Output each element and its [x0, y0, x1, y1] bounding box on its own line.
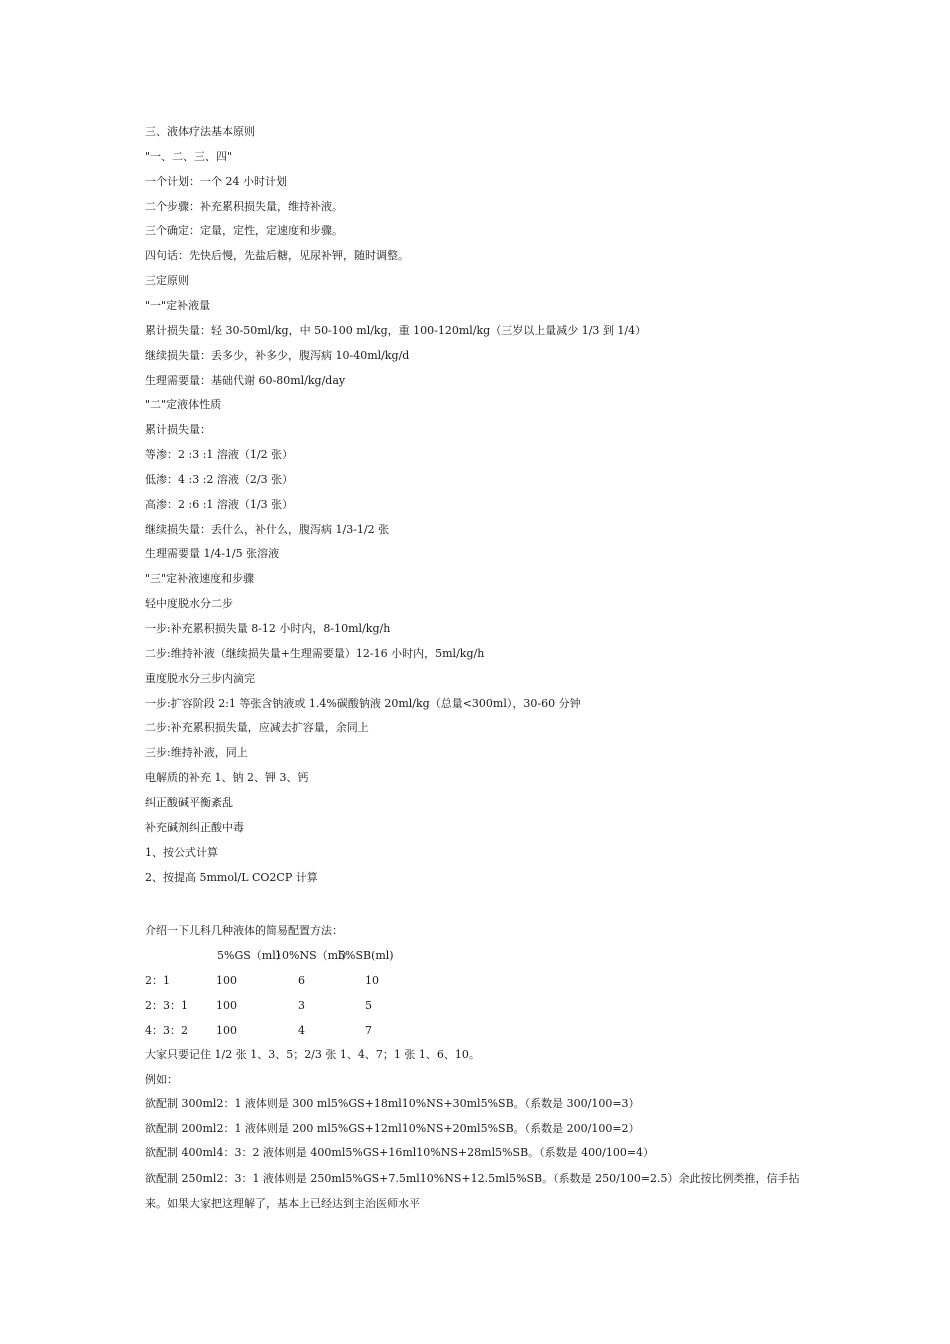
text-line: 一步:补充累积损失量 8-12 小时内，8-10ml/kg/h: [145, 622, 391, 635]
text-line: 等渗：2 :3 :1 溶液（1/2 张）: [145, 448, 294, 462]
text-line: 三定原则: [145, 274, 189, 288]
text-line: 生理需要量：基础代谢 60-80ml/kg/day: [145, 373, 346, 387]
last-paragraph: 欲配制 250ml2：3：1 液体则是 250ml5%GS+7.5ml10%NS+12.5ml5%SB。（系数是 250/100=2.5）余此按比例类推，信手拈来。如果大家把这理解了，基本上已经达到主治医师水平: [145, 1172, 800, 1210]
text-line: 大家只要记住 1/2 张 1、3、5；2/3 张 1、4、7；1 张 1、6、10。: [145, 1048, 480, 1061]
text-line: 重度脱水分三步内滴完: [145, 671, 255, 685]
table-row-label: 2：1: [145, 974, 170, 987]
intro-line: 介绍一下儿科几种液体的简易配置方法：: [145, 924, 343, 937]
text-line: 继续损失量：丢多少，补多少，腹泻病 10-40ml/kg/d: [145, 348, 410, 362]
text-line: 欲配制 400ml4：3：2 液体则是 400ml5%GS+16ml10%NS+28ml5%SB。（系数是 400/100=4）: [145, 1146, 655, 1159]
text-line: 欲配制 200ml2：1 液体则是 200 ml5%GS+12ml10%NS+20ml5%SB。（系数是 200/100=2）: [145, 1121, 640, 1135]
table-cell: 3: [298, 999, 305, 1012]
text-line: "一、二、三、四": [145, 149, 233, 163]
text-line: 例如：: [145, 1072, 178, 1086]
text-line: 二个步骤：补充累积损失量，维持补液。: [145, 199, 343, 213]
text-line: 纠正酸碱平衡紊乱: [145, 795, 233, 809]
text-line: 电解质的补充 1、钠 2、钾 3、钙: [145, 771, 309, 785]
table-cell: 5: [365, 999, 372, 1012]
text-line: 三步:维持补液，同上: [145, 746, 248, 760]
table-header-cell: 5%SB(ml): [338, 949, 394, 962]
table-cell: 100: [216, 1024, 237, 1037]
text-line: 低渗：4 :3 :2 溶液（2/3 张）: [145, 472, 294, 486]
text-line: 生理需要量 1/4-1/5 张溶液: [145, 547, 280, 561]
text-line: 三、液体疗法基本原则: [145, 125, 255, 138]
text-line: 一步:扩容阶段 2:1 等张含钠液或 1.4%碳酸钠液 20ml/kg（总量<300ml），30-60 分钟: [145, 696, 581, 710]
text-line: 2、按提高 5mmol/L CO2CP 计算: [145, 870, 318, 884]
text-line: 二步:维持补液（继续损失量+生理需要量）12-16 小时内，5ml/kg/h: [145, 646, 485, 660]
table-cell: 100: [216, 974, 237, 987]
table-cell: 10: [365, 974, 379, 987]
text-line: 轻中度脱水分二步: [145, 597, 233, 611]
text-line: 继续损失量：丢什么，补什么，腹泻病 1/3-1/2 张: [145, 522, 390, 536]
text-line: "二"定液体性质: [145, 398, 222, 412]
table-cell: 6: [298, 974, 305, 987]
text-line: 1、按公式计算: [145, 845, 218, 859]
text-line: "三"定补液速度和步骤: [145, 572, 255, 586]
text-line: "一"定补液量: [145, 298, 211, 312]
text-line: 欲配制 300ml2：1 液体则是 300 ml5%GS+18ml10%NS+30ml5%SB。（系数是 300/100=3）: [145, 1097, 640, 1110]
text-line: 累计损失量：轻 30-50ml/kg，中 50-100 ml/kg，重 100-120ml/kg（三岁以上量减少 1/3 到 1/4）: [145, 323, 647, 337]
table-row-label: 4：3：2: [145, 1024, 188, 1037]
table-header-cell: 5%GS（ml）: [217, 949, 287, 962]
text-line: 累计损失量：: [145, 423, 211, 437]
text-line: 高渗：2 :6 :1 溶液（1/3 张）: [145, 497, 294, 511]
table-cell: 4: [298, 1024, 305, 1037]
table-cell: 100: [216, 999, 237, 1012]
text-line: 一个计划：一个 24 小时计划: [145, 174, 287, 188]
text-line: 四句话：先快后慢，先盐后糖，见尿补钾，随时调整。: [145, 249, 409, 263]
text-line: 补充碱剂纠正酸中毒: [145, 820, 244, 834]
table-header-cell: 10%NS（ml）: [275, 949, 353, 962]
table-cell: 7: [365, 1024, 372, 1037]
text-line: 二步:补充累积损失量，应减去扩容量，余同上: [145, 721, 369, 735]
text-line: 三个确定：定量，定性，定速度和步骤。: [145, 224, 343, 238]
table-row-label: 2：3：1: [145, 999, 188, 1012]
